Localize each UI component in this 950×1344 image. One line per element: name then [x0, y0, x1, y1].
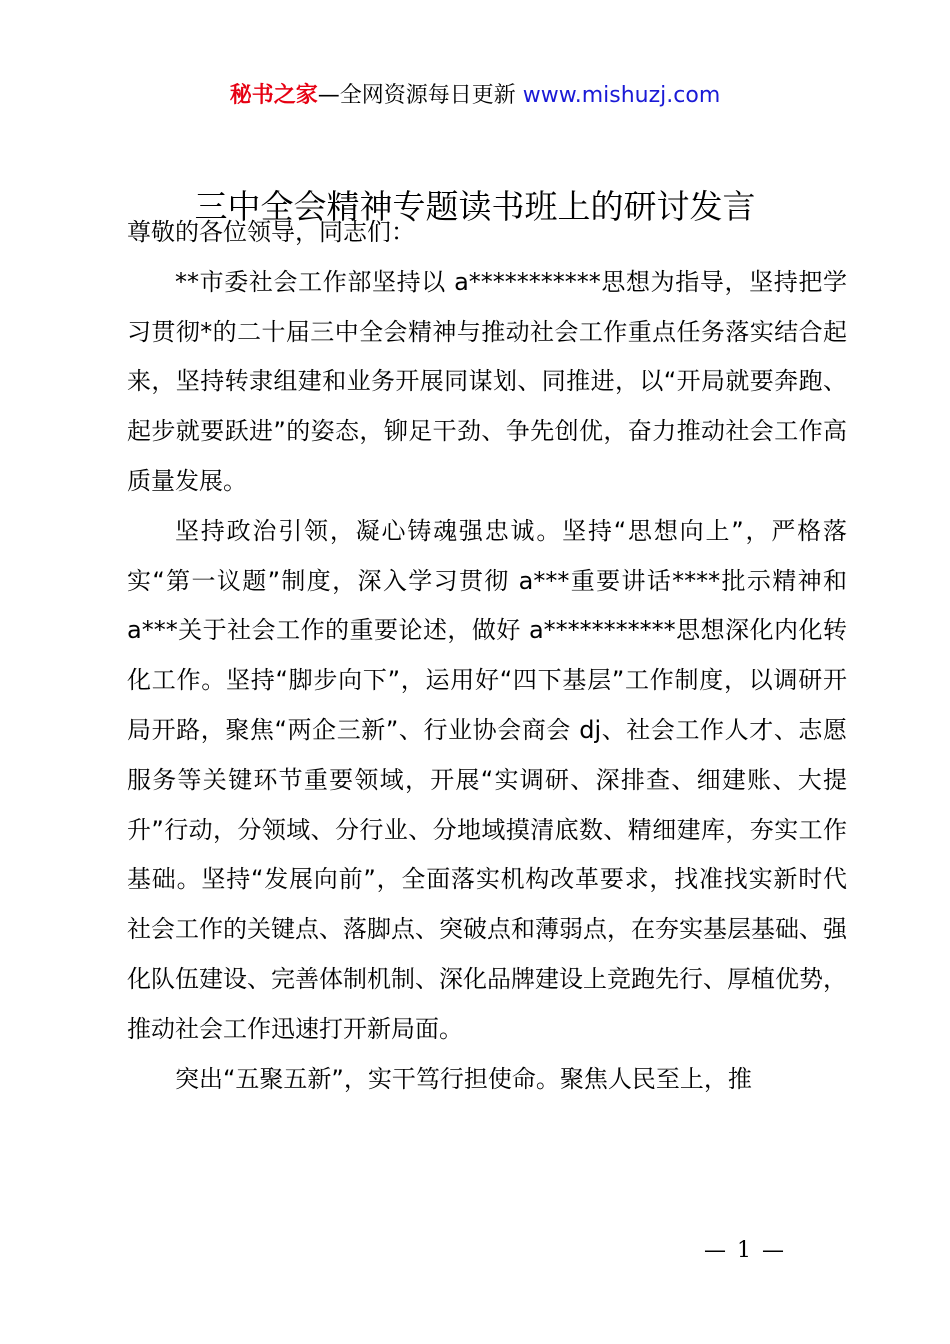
paragraph-1: **市委社会工作部坚持以 a***********思想为指导，坚持把学习贯彻*的二十届三中全会精神与推动社会工作重点任务落实结合起来，坚持转隶组建和业务开展同谋划、同推进，以“开局就要奔跑、起步就要跃进”的姿态，铆足干劲、争先创优，奋力推动社会工作高质量发展。: [127, 267, 847, 495]
brand-name: 秘书之家: [229, 83, 318, 108]
document-title: 三中全会精神专题读书班上的研讨发言: [194, 187, 756, 226]
salutation: 尊敬的各位领导，同志们：: [127, 218, 415, 246]
paragraph-3: 突出“五聚五新”，实干笃行担使命。聚焦人民至上，推: [175, 1064, 752, 1093]
page-header: [0, 80, 950, 112]
page-number: — 1 —: [704, 1238, 786, 1263]
header-slogan: —全网资源每日更新: [317, 83, 523, 108]
site-url-link[interactable]: www.mishuzj.com: [522, 83, 721, 108]
document-body: [127, 208, 847, 1104]
paragraph-2: 坚持政治引领，凝心铸魂强忠诚。坚持“思想向上”，严格落实“第一议题”制度，深入学习贯彻 a***重要讲话****批示精神和 a***关于社会工作的重要论述，做好 a***********思想深化内化转化工作。坚持“脚步向下”，运用好“四下基层”工作制度，以调研开局开路，聚焦“两企三新”、行业协会商会 dj、社会工作人才、志愿服务等关键环节重要领域，开展“实调研、深排查、细建账、大提升”行动，分领域、分行业、分地域摸清底数、精细建库，夯实工作基础。坚持“发展向前”，全面落实机构改革要求，找准找实新时代社会工作的关键点、落脚点、突破点和薄弱点，在夯实基层基础、强化队伍建设、完善体制机制、深化品牌建设上竞跑先行、厚植优势，推动社会工作迅速打开新局面。: [127, 516, 847, 1043]
